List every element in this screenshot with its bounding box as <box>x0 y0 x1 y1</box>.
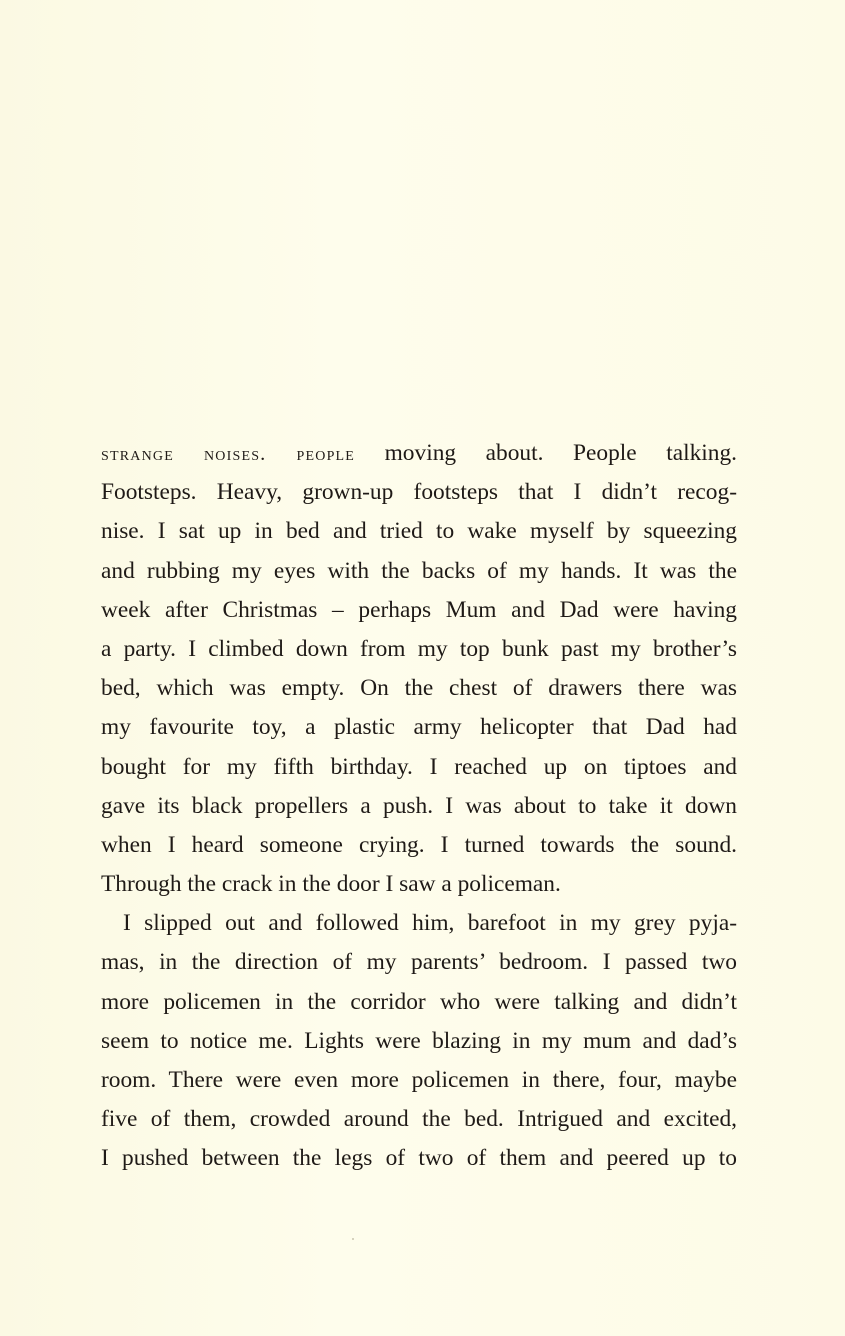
text-line: mas, in the direction of my parents’ bedroom. I passed two <box>101 949 737 976</box>
text-line: more policemen in the corridor who were talking and didn’t <box>101 988 737 1015</box>
text-line: gave its black propellers a push. I was about to take it down <box>101 792 737 819</box>
text-line: room. There were even more policemen in there, four, maybe <box>101 1067 737 1093</box>
text-line: five of them, crowded around the bed. Intrigued and excited, <box>101 1106 737 1133</box>
text-line: week after Christmas – perhaps Mum and Dad were having <box>101 596 737 623</box>
line-text: moving about. People talking. <box>355 440 738 466</box>
paper-speck <box>352 1238 354 1240</box>
text-line: bed, which was empty. On the chest of drawers there was <box>101 675 737 702</box>
opening-smallcaps: strange noises. people <box>101 443 356 465</box>
text-line: when I heard someone crying. I turned towards the sound. <box>101 831 737 858</box>
text-line: I slipped out and followed him, barefoot in my grey pyja- <box>123 910 737 937</box>
text-line <box>101 434 737 473</box>
text-line: a party. I climbed down from my top bunk past my brother’s <box>101 635 737 662</box>
paragraph-1 <box>101 434 737 904</box>
text-line: seem to notice me. Lights were blazing in my mum and dad’s <box>101 1027 737 1054</box>
paragraph-2 <box>101 904 737 1178</box>
text-line: Footsteps. Heavy, grown-up footsteps that I didn’t recog- <box>101 479 737 506</box>
text-line: nise. I sat up in bed and tried to wake myself by squeezing <box>101 518 737 545</box>
text-line: and rubbing my eyes with the backs of my hands. It was the <box>101 557 737 584</box>
text-line: I pushed between the legs of two of them and peered up to <box>101 1145 737 1172</box>
body-text <box>101 434 737 1179</box>
text-line: my favourite toy, a plastic army helicopter that Dad had <box>101 714 737 741</box>
text-line: bought for my fifth birthday. I reached up on tiptoes and <box>101 753 737 780</box>
text-line: Through the crack in the door I saw a policeman. <box>101 871 561 898</box>
